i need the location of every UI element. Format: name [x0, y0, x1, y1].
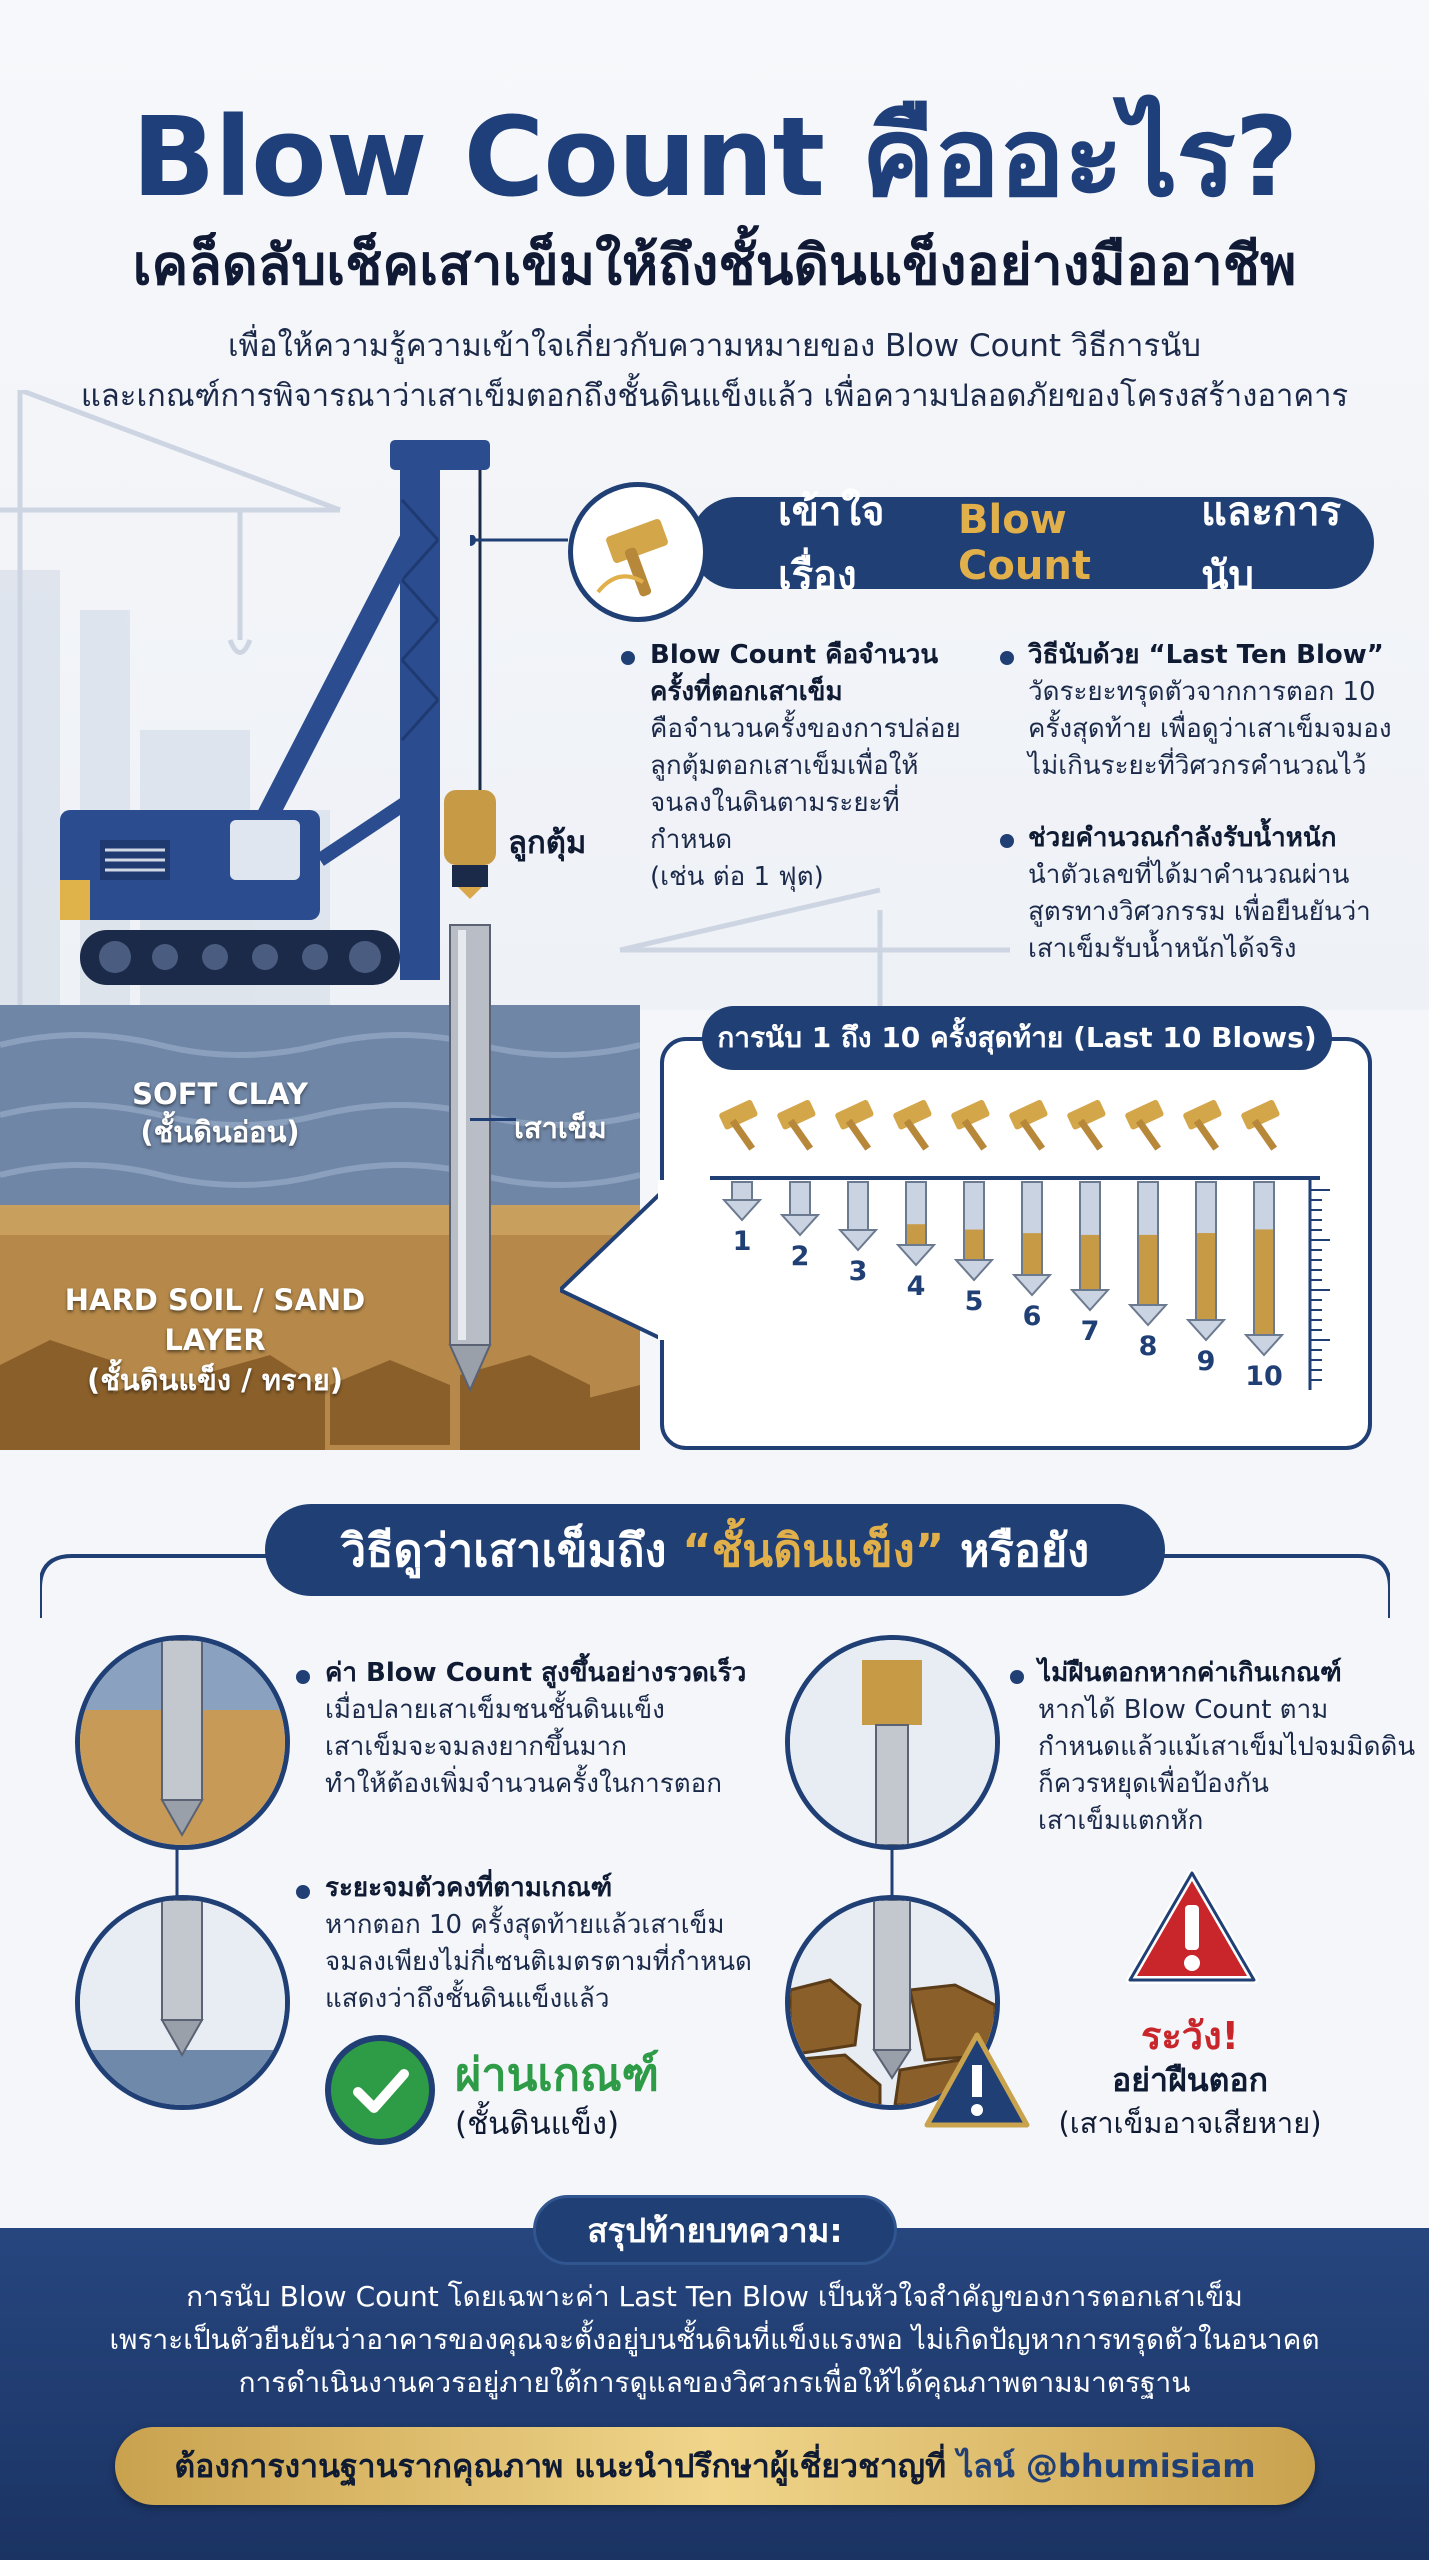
bullet-last-ten-blow [1028, 637, 1408, 785]
intro-line-2: และเกณฑ์การพิจารณาว่าเสาเข็มตอกถึงชั้นดินแข็งแล้ว เพื่อความปลอดภัยของโครงสร้างอาคาร [80, 378, 1349, 414]
hammer-pile-circle [785, 1635, 1000, 1850]
bullet-text: (เช่น ต่อ 1 ฟุต) [650, 862, 824, 892]
blow-number: 8 [1138, 1331, 1158, 1362]
settlement-arrow-tip [1072, 1290, 1108, 1310]
blow-number: 5 [964, 1286, 984, 1317]
bullet-heading: ระยะจมตัวคงที่ตามเกณฑ์ [325, 1873, 613, 1903]
bullet-text: นำตัวเลขที่ได้มาคำนวณผ่าน [1028, 860, 1350, 890]
bullet-text: หากได้ Blow Count ตาม [1038, 1695, 1329, 1725]
blow-number: 7 [1080, 1316, 1100, 1347]
blow-number: 6 [1022, 1301, 1042, 1332]
bullet-text: ทำให้ต้องเพิ่มจำนวนครั้งในการตอก [325, 1769, 722, 1799]
bullet-text: ก็ควรหยุดเพื่อป้องกัน [1038, 1769, 1269, 1799]
bullet-text: เสาเข็มรับน้ำหนักได้จริง [1028, 934, 1297, 964]
bullet-heading: Blow Count คือจำนวน [650, 640, 939, 670]
bullet-text: เมื่อปลายเสาเข็มชนชั้นดินแข็ง [325, 1695, 665, 1725]
settlement-arrow-tip [724, 1200, 760, 1220]
hammer-handle [1136, 1119, 1161, 1151]
pile-tip-sand-circle [75, 1635, 290, 1850]
settlement-fill [1255, 1229, 1273, 1335]
blow-number: 3 [848, 1256, 868, 1287]
bullet-text: กำหนดแล้วแม้เสาเข็มไปจมมิดดิน [1038, 1732, 1416, 1762]
settlement-arrow-tip [1014, 1275, 1050, 1295]
bullet-dot [1000, 651, 1014, 665]
blow-step [1182, 1099, 1224, 1340]
settlement-arrow-tip [898, 1245, 934, 1265]
section2-title-prefix: วิธีดูว่าเสาเข็มถึง [340, 1524, 667, 1577]
section2-title [265, 1504, 1165, 1596]
pass-subtitle: (ชั้นดินแข็ง) [455, 2106, 620, 2142]
blow-number: 1 [732, 1226, 752, 1257]
section1-title-suffix: และการนับ [1201, 489, 1342, 599]
warning-title: ระวัง! [1140, 2014, 1240, 2058]
bullet-dot [621, 651, 635, 665]
bullet-text: คือจำนวนครั้งของการปล่อย [650, 714, 961, 744]
check-icon [350, 2060, 410, 2120]
hammer-handle [788, 1119, 813, 1151]
pass-title: ผ่านเกณฑ์ [455, 2048, 660, 2101]
page-title: Blow Count คืออะไร? [131, 93, 1298, 221]
bullet-dot [1000, 834, 1014, 848]
section2-title-suffix: หรือยัง [959, 1524, 1090, 1577]
bullet-text: ครั้งสุดท้าย เพื่อดูว่าเสาเข็มจมอง [1028, 714, 1392, 744]
summary-line-2: เพราะเป็นตัวยืนยันว่าอาคารของคุณจะตั้งอยู่บนชั้นดินที่แข็งแรงพอ ไม่เกิดปัญหาการทรุดตัวในอนาคต [109, 2323, 1320, 2356]
bullet-text: เสาเข็มจะจมลงยากขึ้นมาก [325, 1732, 627, 1762]
page-subtitle: เคล็ดลับเช็คเสาเข็มให้ถึงชั้นดินแข็งอย่างมืออาชีพ [132, 233, 1297, 297]
warning-line-2: (เสาเข็มอาจเสียหาย) [1058, 2106, 1322, 2140]
intro-line-1: เพื่อให้ความรู้ความเข้าใจเกี่ยวกับความหมายของ Blow Count วิธีการนับ [228, 328, 1201, 364]
cta-text: ต้องการงานฐานรากคุณภาพ แนะนำปรึกษาผู้เชี่ยวชาญที่ [174, 2446, 947, 2485]
panel-pointer-mask [658, 1180, 668, 1340]
bullet-text: สูตรทางวิศวกรรม เพื่อยืนยันว่า [1028, 897, 1371, 927]
settlement-arrow [732, 1182, 752, 1200]
bullet-text: หากตอก 10 ครั้งสุดท้ายแล้วเสาเข็ม [325, 1910, 725, 1940]
warning-line-1: อย่าฝืนตอก [1112, 2061, 1268, 2099]
settlement-arrow [790, 1182, 810, 1215]
section1-title-prefix: เข้าใจเรื่อง [778, 489, 885, 599]
hammer-icon [588, 502, 688, 602]
settlement-arrow-tip [782, 1215, 818, 1235]
hammer-label: ลูกตุ้ม [508, 825, 587, 861]
bullet-heading: ช่วยคำนวณกำลังรับน้ำหนัก [1028, 823, 1337, 853]
soft-clay-sub: (ชั้นดินอ่อน) [140, 1115, 300, 1149]
section1-title-highlight: Blow Count [958, 497, 1091, 589]
settlement-fill [1197, 1233, 1215, 1320]
pile-label: เสาเข็ม [514, 1111, 607, 1145]
blow-step [834, 1099, 876, 1250]
bullet-blow-count-definition [650, 637, 980, 896]
section1-title [690, 489, 1374, 599]
hammer-handle [1252, 1119, 1277, 1151]
panel-pointer [560, 1180, 670, 1350]
summary-line-1: การนับ Blow Count โดยเฉพาะค่า Last Ten Blow เป็นหัวใจสำคัญของการตอกเสาเข็ม [186, 2280, 1243, 2313]
blow-number: 9 [1196, 1346, 1216, 1377]
bullet-dot [296, 1885, 310, 1899]
settlement-arrow [848, 1182, 868, 1230]
bullet-text: จมลงเพียงไม่กี่เซนติเมตรตามที่กำหนด [325, 1947, 752, 1977]
blow-step [1008, 1099, 1050, 1295]
last-ten-blows-title: การนับ 1 ถึง 10 ครั้งสุดท้าย (Last 10 Blows) [702, 1006, 1332, 1070]
warning-icon [1122, 1865, 1262, 1990]
hammer-handle [904, 1119, 929, 1151]
contact-cta[interactable] [115, 2427, 1315, 2505]
bullet-text: เสาเข็มแตกหัก [1038, 1806, 1204, 1836]
settlement-arrow-tip [840, 1230, 876, 1250]
bullet-dot [296, 1670, 310, 1684]
hammer-handle [1020, 1119, 1045, 1151]
bullet-load-capacity [1028, 820, 1408, 968]
bullet-text: แสดงว่าถึงชั้นดินแข็งแล้ว [325, 1984, 610, 2014]
hard-soil-title: HARD SOIL / SAND LAYER [64, 1283, 366, 1357]
blow-number: 10 [1245, 1361, 1283, 1392]
bullet-heading: ครั้งที่ตอกเสาเข็ม [650, 677, 843, 707]
hard-soil-sub: (ชั้นดินแข็ง / ทราย) [86, 1363, 344, 1397]
pile-callout-line [470, 1118, 516, 1121]
hammer-handle [962, 1119, 987, 1151]
blow-step [950, 1099, 992, 1280]
section2-title-highlight: “ชั้นดินแข็ง” [682, 1524, 945, 1577]
bullet-do-not-overdrive [1038, 1655, 1418, 1840]
blow-number: 4 [906, 1271, 926, 1302]
blow-step [1124, 1099, 1166, 1325]
bullet-heading: ค่า Blow Count สูงขึ้นอย่างรวดเร็ว [325, 1658, 747, 1688]
blow-number: 2 [790, 1241, 810, 1272]
hammer-handle [730, 1119, 755, 1151]
hard-soil-label [20, 1280, 410, 1400]
settlement-fill [1081, 1235, 1099, 1290]
settlement-arrow-tip [1246, 1335, 1282, 1355]
settlement-arrow-tip [1130, 1305, 1166, 1325]
settlement-arrow-tip [1188, 1320, 1224, 1340]
bullet-text: ลูกตุ้มตอกเสาเข็มเพื่อให้ [650, 751, 919, 781]
check-badge [325, 2035, 435, 2145]
bullet-dot [1010, 1670, 1024, 1684]
soft-clay-title: SOFT CLAY [132, 1077, 308, 1111]
hammer-handle [846, 1119, 871, 1151]
bullet-text: จนลงในดินตามระยะที่กำหนด [650, 788, 900, 855]
settlement-fill [1023, 1233, 1041, 1275]
blow-step [1240, 1099, 1282, 1355]
blow-step [1066, 1099, 1108, 1310]
bullet-heading: ไม่ฝืนตอกหากค่าเกินเกณฑ์ [1038, 1658, 1342, 1688]
bullet-text: วัดระยะทรุดตัวจากการตอก 10 [1028, 677, 1376, 707]
settlement-fill [1139, 1235, 1157, 1305]
bullet-rapid-increase [325, 1655, 765, 1803]
settlement-arrow-tip [956, 1260, 992, 1280]
bullet-settlement-criteria [325, 1870, 765, 2018]
pile-hard-layer-circle [75, 1895, 290, 2110]
hammer-handle [1194, 1119, 1219, 1151]
bullet-heading: วิธีนับด้วย “Last Ten Blow” [1028, 640, 1384, 670]
settlement-fill [965, 1230, 983, 1260]
settlement-fill [907, 1224, 925, 1245]
summary-line-3: การดำเนินงานควรอยู่ภายใต้การดูแลของวิศวกรเพื่อให้ได้คุณภาพตามมาตรฐาน [238, 2366, 1191, 2399]
hammer-handle [1078, 1119, 1103, 1151]
blow-step [776, 1099, 818, 1235]
summary-title: สรุปท้ายบทความ: [533, 2195, 897, 2265]
blow-step [892, 1099, 934, 1265]
bullet-text: ไม่เกินระยะที่วิศวกรคำนวณไว้ [1028, 751, 1367, 781]
blow-step [718, 1099, 760, 1220]
hammer-badge [568, 482, 708, 622]
soft-clay-label [110, 1075, 330, 1151]
cta-line-handle[interactable]: ไลน์ @bhumisiam [957, 2446, 1256, 2485]
warning-icon-small [922, 2030, 1032, 2130]
